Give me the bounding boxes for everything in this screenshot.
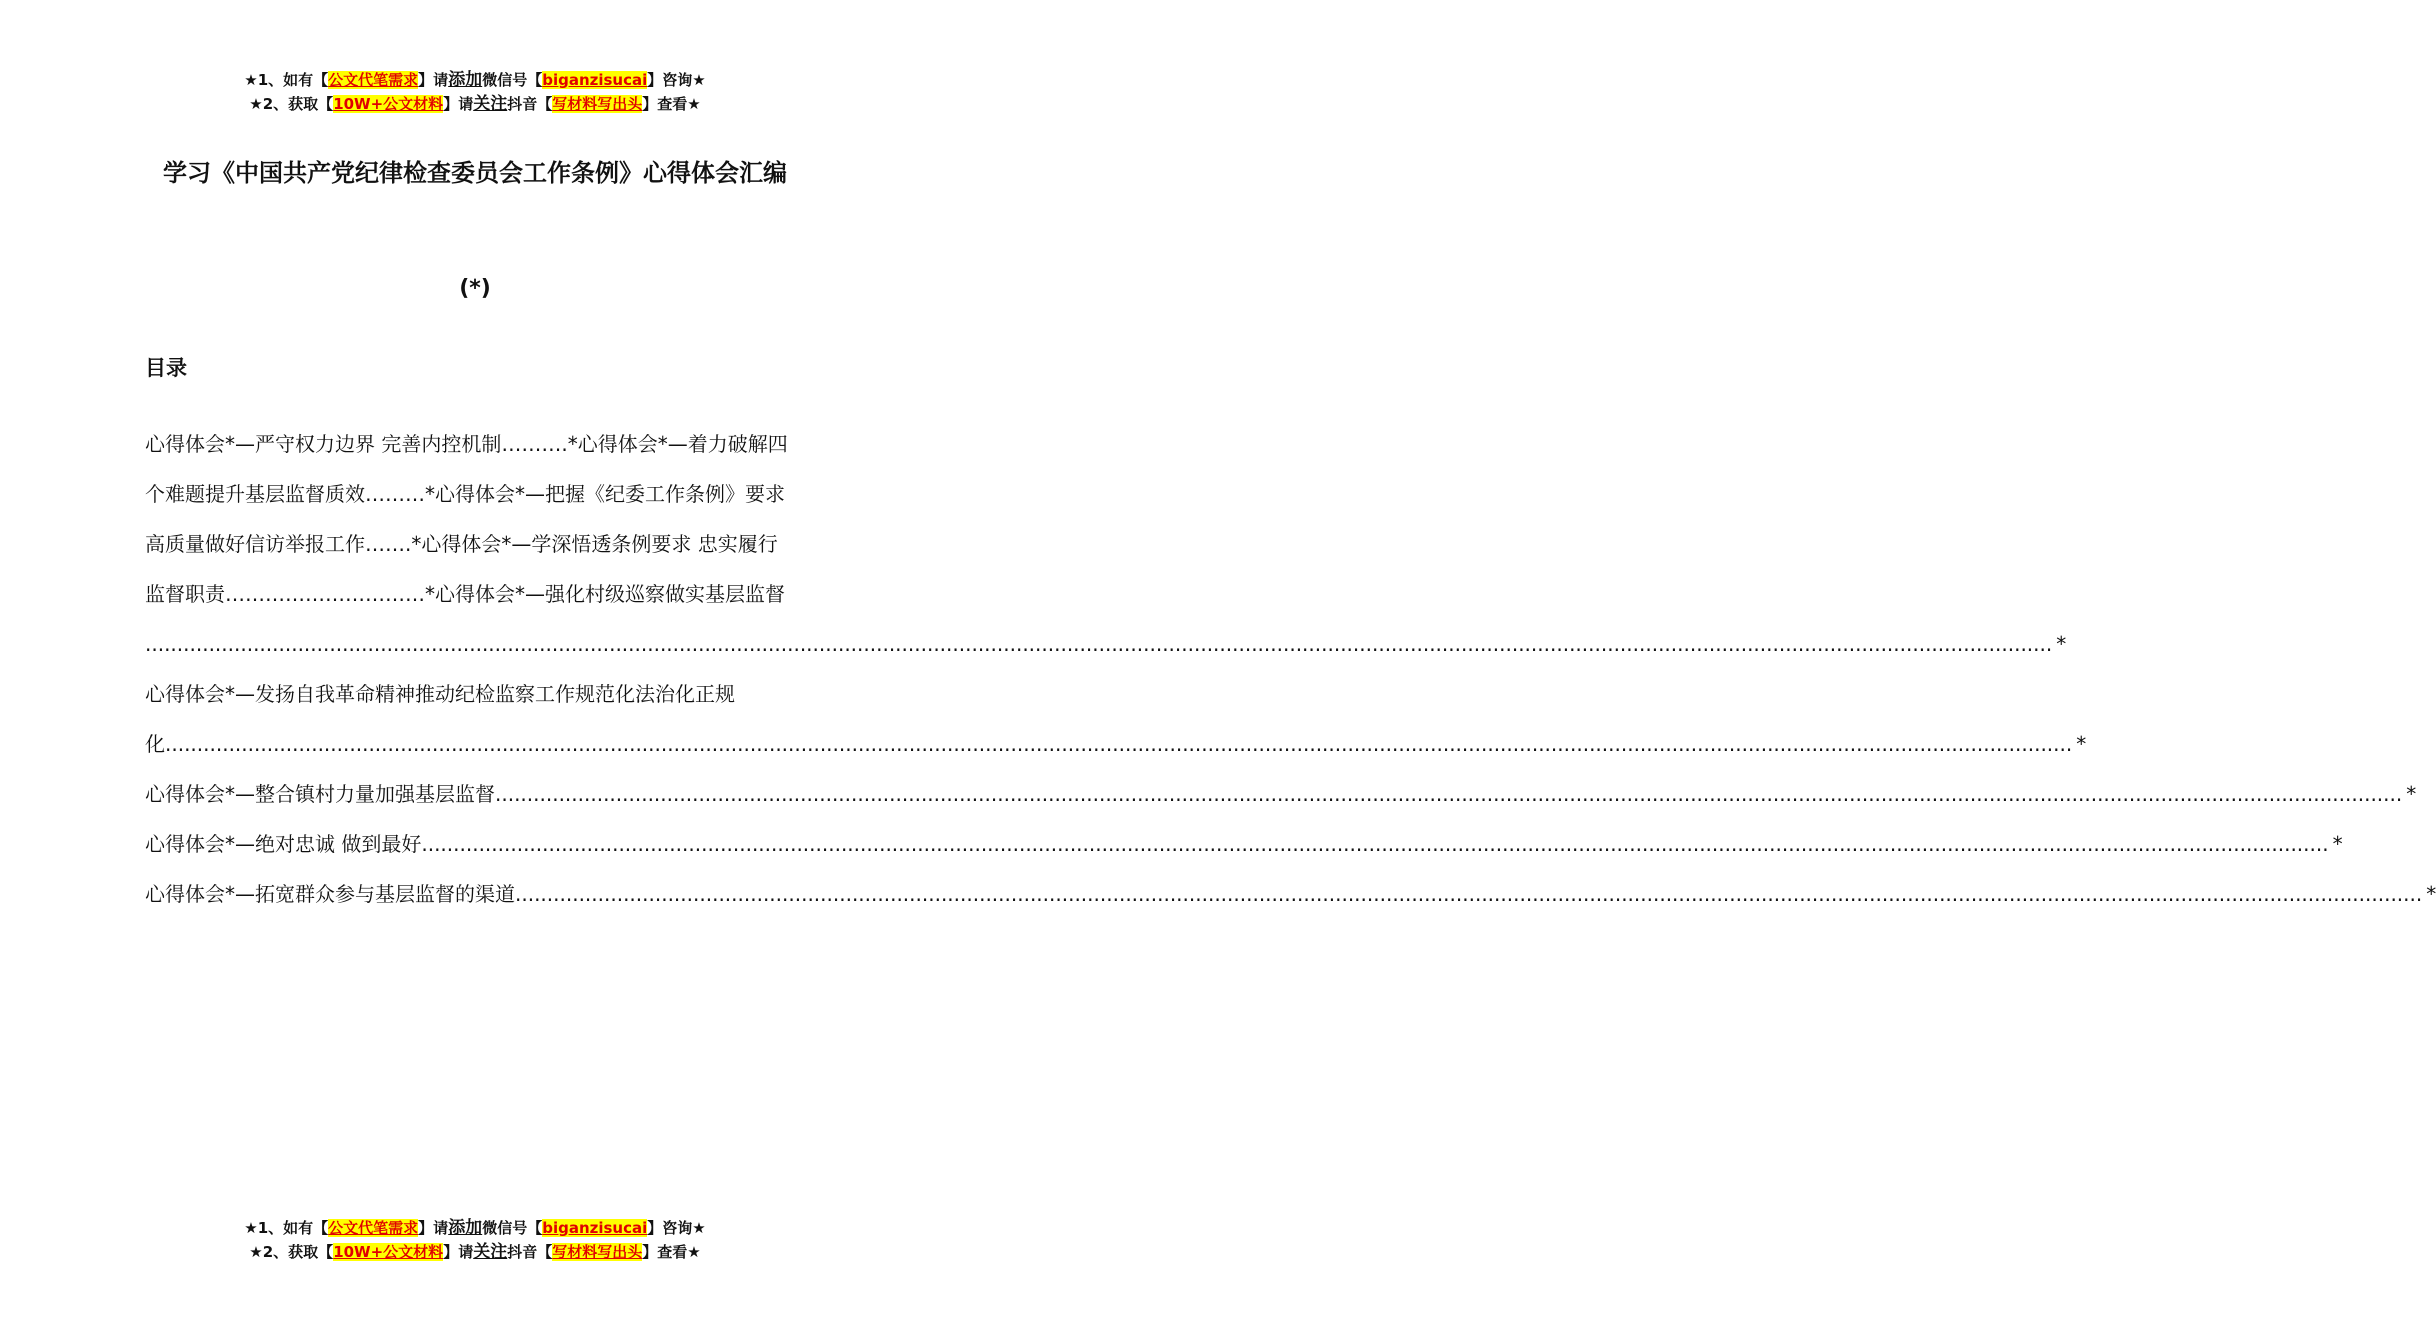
document-title: 学习《中国共产党纪律检查委员会工作条例》心得体会汇编 <box>163 159 787 187</box>
highlight-douyin: 写材料写出头 <box>552 1243 643 1261</box>
toc-line: 心得体会*—严守权力边界 完善内控机制……….*心得体会*—着力破解四 <box>145 432 788 456</box>
leader-dots: ............................................................................................................................................................................................................................................................................................................ <box>421 832 2329 856</box>
highlight-service: 公文代笔需求 <box>328 71 419 89</box>
promo-line-2: ★2、获取【10W+公文材料】请关注抖音【写材料写出头】查看★ <box>249 1242 701 1262</box>
toc-line: 化 ............................................................................................................................................................................................................................................................................................................ * <box>145 719 860 769</box>
promo-line-1: ★1、如有【公文代笔需求】请添加微信号【biganzisucai】咨询★ <box>244 70 706 90</box>
toc-page-number: * <box>2056 632 2067 656</box>
toc-line: 个难题提升基层监督质效………*心得体会*—把握《纪委工作条例》要求 <box>145 482 785 506</box>
highlight-douyin: 写材料写出头 <box>552 95 643 113</box>
promo-banner-top <box>0 68 950 116</box>
highlight-service: 公文代笔需求 <box>328 1219 419 1237</box>
highlight-wechat-id: biganzisucai <box>542 1219 648 1237</box>
document-subtitle: (*) <box>459 276 491 301</box>
toc-line <box>145 619 2067 669</box>
toc-line: 心得体会*—绝对忠诚 做到最好 ............................................................................................................................................................................................................................................................................................................ * <box>145 819 860 869</box>
highlight-materials: 10W+公文材料 <box>333 1243 444 1261</box>
toc-line: 心得体会*—整合镇村力量加强基层监督 ............................................................................................................................................................................................................................................................................................................ * <box>145 769 860 819</box>
toc-page-number: * <box>2426 882 2436 906</box>
toc-heading: 目录 <box>145 356 187 380</box>
toc-page-number: * <box>2076 732 2087 756</box>
highlight-materials: 10W+公文材料 <box>333 95 444 113</box>
promo-line-1: ★1、如有【公文代笔需求】请添加微信号【biganzisucai】咨询★ <box>244 1218 706 1238</box>
toc-line: 监督职责…………………………*心得体会*—强化村级巡察做实基层监督 <box>145 582 785 606</box>
toc-page-number: * <box>2332 832 2343 856</box>
leader-dots: ............................................................................................................................................................................................................................................................................................................ <box>515 882 2423 906</box>
toc-line: 高质量做好信访举报工作…….*心得体会*—学深悟透条例要求 忠实履行 <box>145 532 778 556</box>
toc-line: 心得体会*—发扬自我革命精神推动纪检监察工作规范化法治化正规 <box>145 682 735 706</box>
leader-dots: ............................................................................................................................................................................................................................................................................................................ <box>165 732 2073 756</box>
promo-banner-bottom <box>0 1216 950 1264</box>
toc-line: 心得体会*—拓宽群众参与基层监督的渠道 ............................................................................................................................................................................................................................................................................................................ * <box>145 869 860 919</box>
toc-page-number: * <box>2406 782 2417 806</box>
table-of-contents <box>145 419 2436 919</box>
promo-line-2: ★2、获取【10W+公文材料】请关注抖音【写材料写出头】查看★ <box>249 94 701 114</box>
leader-dots: ............................................................................................................................................................................................................................................................................................................ <box>495 782 2403 806</box>
leader-dots: ............................................................................................................................................................................................................................................................................................................ <box>145 632 2053 656</box>
highlight-wechat-id: biganzisucai <box>542 71 648 89</box>
